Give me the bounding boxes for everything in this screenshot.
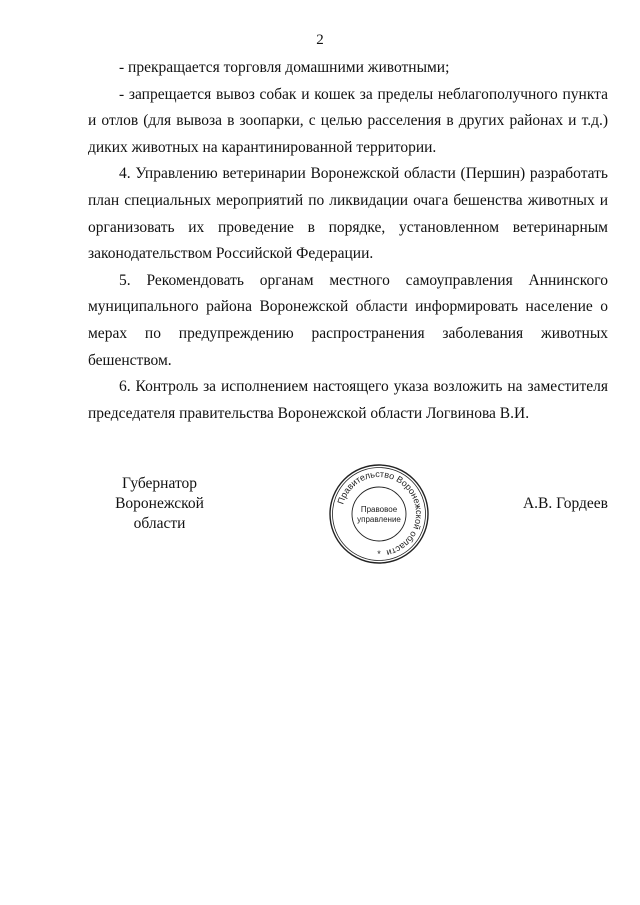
page-number: 2	[316, 32, 324, 48]
stamp-inner-ring	[333, 468, 426, 561]
stamp-outer-text: Правительство Воронежской области	[335, 468, 425, 559]
document-body	[88, 55, 608, 427]
stamp-inner-line1: Правовое	[360, 505, 398, 514]
signer-name: А.В. Гордеев	[522, 495, 608, 512]
paragraph-export-ban: - запрещается вывоз собак и кошек за пределы неблагополучного пункта и отлов (для вывоза в зоопарки, с целью расселения в других районах и т.д.) диких животных на карантинированной территории.	[88, 85, 608, 156]
stamp-center-ring	[352, 487, 406, 541]
paragraph-item-4: 4. Управлению ветеринарии Воронежской области (Першин) разработать план специальных мероприятий по ликвидации очага бешенства животных и организовать их проведение в порядке, установленном ветеринарным законодательством Российской Федерации.	[88, 165, 608, 263]
paragraph-pet-trade-ban: - прекращается торговля домашними животными;	[119, 59, 450, 76]
signer-position-line2: Воронежской области	[115, 495, 204, 532]
paragraph-item-5: 5. Рекомендовать органам местного самоуправления Аннинского муниципального района Воронежской области информировать население о мерах по предупреждению распространения заболевания животных бешенством.	[88, 271, 608, 369]
signer-position	[88, 474, 231, 534]
official-stamp	[327, 462, 431, 566]
stamp-inner-line2: управление	[357, 515, 401, 524]
signer-position-line1: Губернатор	[121, 475, 198, 492]
stamp-star: *	[377, 549, 381, 559]
paragraph-item-6: 6. Контроль за исполнением настоящего указа возложить на заместителя председателя правительства Воронежской области Логвинова В.И.	[88, 378, 608, 422]
